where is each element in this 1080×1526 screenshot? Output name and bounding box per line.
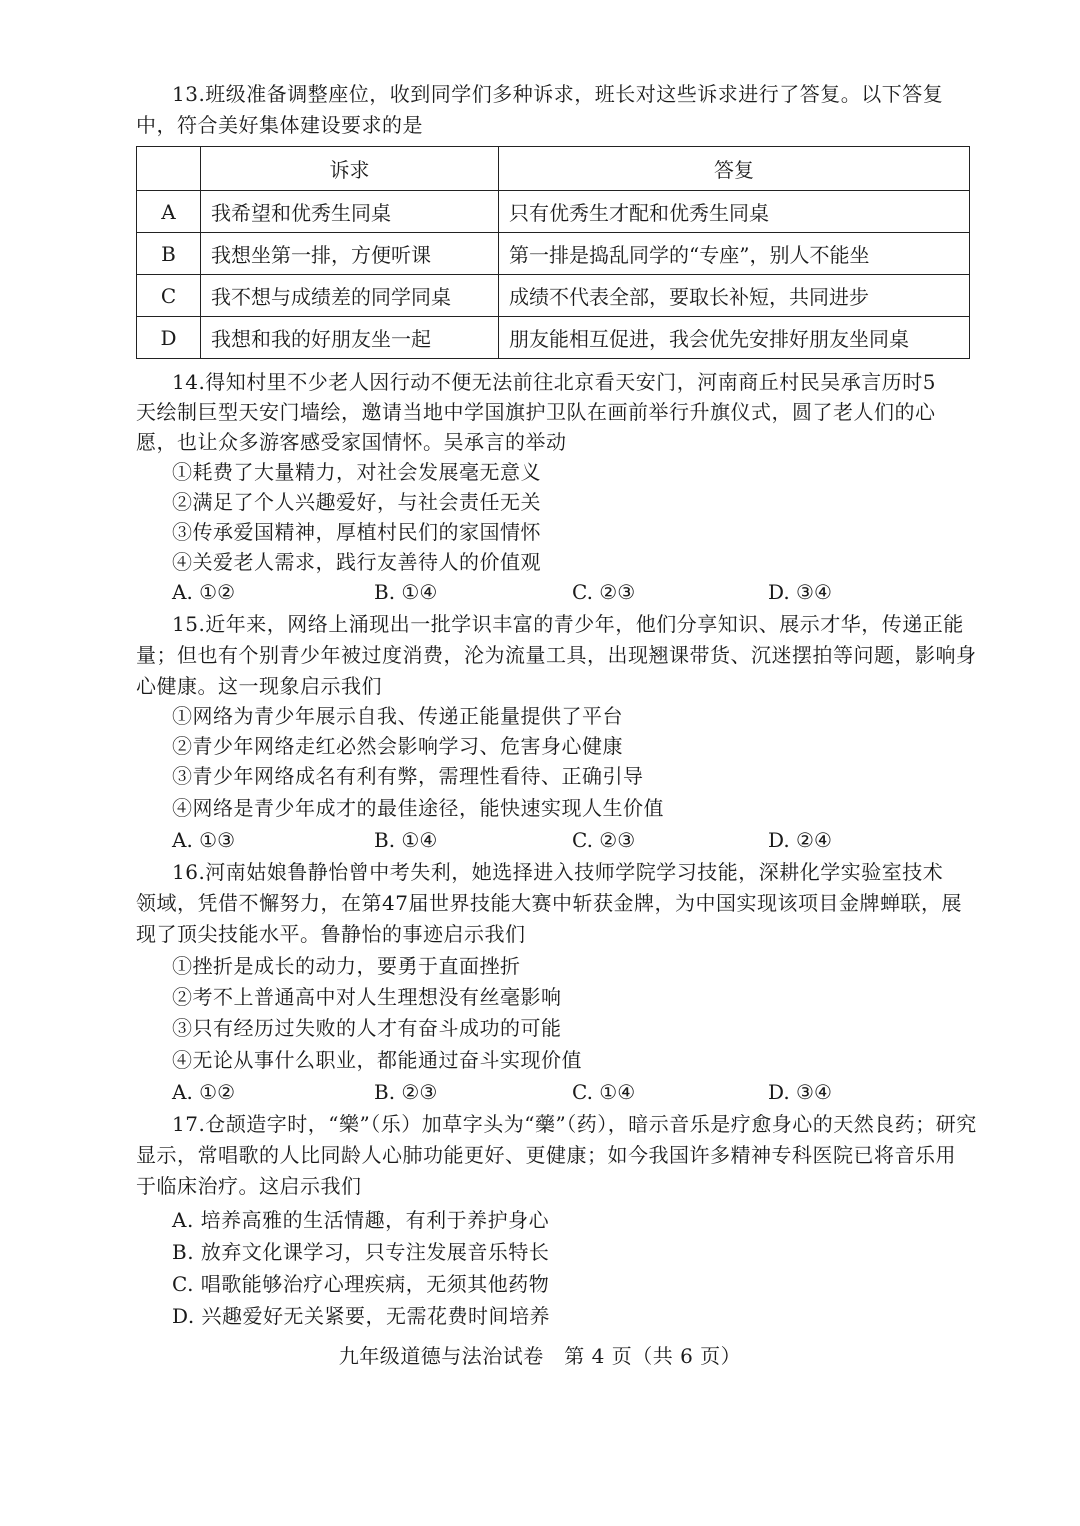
q13-header-empty (137, 147, 201, 191)
q16-statement-4: ④无论从事什么职业，都能通过奋斗实现价值 (172, 1048, 582, 1072)
q14-option-c: C. ②③ (572, 580, 636, 604)
row-letter: D (137, 317, 201, 359)
q14-statement-4: ④关爱老人需求，践行友善待人的价值观 (172, 550, 541, 574)
q17-choice-b: B. 放弃文化课学习，只专注发展音乐特长 (172, 1240, 550, 1264)
q13-stem-line-1: 13.班级准备调整座位，收到同学们多种诉求，班长对这些诉求进行了答复。以下答复 (172, 82, 944, 106)
q16-stem-line-1: 16.河南姑娘鲁静怡曾中考失利，她选择进入技师学院学习技能，深耕化学实验室技术 (172, 860, 944, 884)
q13-header-request: 诉求 (201, 147, 499, 191)
table-row (137, 233, 970, 275)
q14-statement-3: ③传承爱国精神，厚植村民们的家国情怀 (172, 520, 541, 544)
q14-stem-line-1: 14.得知村里不少老人因行动不便无法前往北京看天安门，河南商丘村民吴承言历时5 (172, 370, 937, 394)
q16-statement-3: ③只有经历过失败的人才有奋斗成功的可能 (172, 1016, 562, 1040)
q14-stem-line-2: 天绘制巨型天安门墙绘，邀请当地中学国旗护卫队在画前举行升旗仪式，圆了老人们的心 (136, 400, 936, 424)
row-request: 我想坐第一排，方便听课 (201, 233, 499, 275)
q15-stem-line-2: 量；但也有个别青少年被过度消费，沦为流量工具，出现翘课带货、沉迷摆拍等问题，影响身 (136, 643, 977, 667)
row-reply: 只有优秀生才配和优秀生同桌 (499, 191, 970, 233)
q16-statement-1: ①挫折是成长的动力，要勇于直面挫折 (172, 954, 521, 978)
q17-choice-c: C. 唱歌能够治疗心理疾病，无须其他药物 (172, 1272, 550, 1296)
q15-option-b: B. ①④ (374, 828, 438, 852)
q14-option-a: A. ①② (172, 580, 236, 604)
q17-stem-line-1: 17.仓颉造字时，“樂”（乐）加草字头为“藥”（药），暗示音乐是疗愈身心的天然良药；研究 (172, 1112, 977, 1136)
q15-statement-2: ②青少年网络走红必然会影响学习、危害身心健康 (172, 734, 623, 758)
q15-statement-4: ④网络是青少年成才的最佳途径，能快速实现人生价值 (172, 796, 664, 820)
row-letter: A (137, 191, 201, 233)
q15-option-d: D. ②④ (768, 828, 832, 852)
q13-stem-line-2: 中，符合美好集体建设要求的是 (136, 113, 423, 137)
row-reply: 第一排是捣乱同学的“专座”，别人不能坐 (499, 233, 970, 275)
q17-stem-line-3: 于临床治疗。这启示我们 (136, 1174, 362, 1198)
q13-header-reply: 答复 (499, 147, 970, 191)
page-footer: 九年级道德与法治试卷 第 4 页（共 6 页） (338, 1344, 742, 1368)
q15-statement-3: ③青少年网络成名有利有弊，需理性看待、正确引导 (172, 764, 644, 788)
row-reply: 朋友能相互促进，我会优先安排好朋友坐同桌 (499, 317, 970, 359)
q14-statement-2: ②满足了个人兴趣爱好，与社会责任无关 (172, 490, 541, 514)
q15-stem-line-1: 15.近年来，网络上涌现出一批学识丰富的青少年，他们分享知识、展示才华，传递正能 (172, 612, 964, 636)
q15-option-c: C. ②③ (572, 828, 636, 852)
row-reply: 成绩不代表全部，要取长补短，共同进步 (499, 275, 970, 317)
q15-statement-1: ①网络为青少年展示自我、传递正能量提供了平台 (172, 704, 623, 728)
q15-stem-line-3: 心健康。这一现象启示我们 (136, 674, 382, 698)
row-request: 我不想与成绩差的同学同桌 (201, 275, 499, 317)
q15-option-a: A. ①③ (172, 828, 236, 852)
q16-stem-line-2: 领域，凭借不懈努力，在第47届世界技能大赛中斩获金牌，为中国实现该项目金牌蝉联，展 (136, 891, 962, 915)
q16-stem-line-3: 现了顶尖技能水平。鲁静怡的事迹启示我们 (136, 922, 526, 946)
q16-option-d: D. ③④ (768, 1080, 832, 1104)
q16-option-b: B. ②③ (374, 1080, 438, 1104)
q14-option-b: B. ①④ (374, 580, 438, 604)
table-row (137, 275, 970, 317)
q13-table-header-row (137, 147, 970, 191)
q17-choice-d: D. 兴趣爱好无关紧要，无需花费时间培养 (172, 1304, 551, 1328)
table-row (137, 191, 970, 233)
q13-table (136, 146, 970, 359)
q17-stem-line-2: 显示，常唱歌的人比同龄人心肺功能更好、更健康；如今我国许多精神专科医院已将音乐用 (136, 1143, 956, 1167)
q14-statement-1: ①耗费了大量精力，对社会发展毫无意义 (172, 460, 541, 484)
row-letter: C (137, 275, 201, 317)
q16-option-c: C. ①④ (572, 1080, 636, 1104)
table-row (137, 317, 970, 359)
row-letter: B (137, 233, 201, 275)
q16-option-a: A. ①② (172, 1080, 236, 1104)
row-request: 我想和我的好朋友坐一起 (201, 317, 499, 359)
row-request: 我希望和优秀生同桌 (201, 191, 499, 233)
q14-stem-line-3: 愿，也让众多游客感受家国情怀。吴承言的举动 (136, 430, 567, 454)
q16-statement-2: ②考不上普通高中对人生理想没有丝毫影响 (172, 985, 562, 1009)
q14-option-d: D. ③④ (768, 580, 832, 604)
q17-choice-a: A. 培养高雅的生活情趣，有利于养护身心 (172, 1208, 550, 1232)
